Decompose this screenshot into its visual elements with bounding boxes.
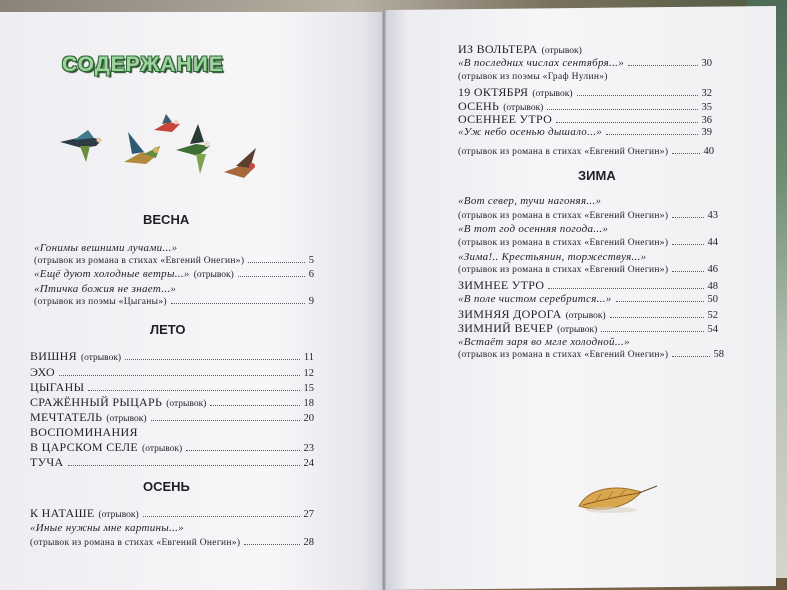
entry-title: ЗИМНЯЯ ДОРОГА (458, 307, 562, 321)
entry-title: «В поле чистом серебрится...» (458, 293, 612, 305)
entry-title: «В тот год осенняя погода...» (458, 223, 609, 235)
leader-dots (125, 359, 300, 360)
entry-title: (отрывок из романа в стихах «Евгений Онегин») (458, 350, 669, 360)
bird-5 (224, 148, 256, 178)
section-heading-spring: ВЕСНА (143, 212, 190, 227)
leader-dots (616, 301, 704, 302)
page-number: 54 (707, 324, 718, 335)
toc-entry[interactable] (458, 336, 718, 348)
toc-entry[interactable] (458, 195, 718, 207)
toc-entry[interactable] (458, 42, 712, 57)
page-number: 48 (707, 281, 718, 292)
birds-illustration (56, 110, 266, 202)
toc-entry[interactable] (458, 223, 718, 235)
entry-title: ВИШНЯ (30, 349, 77, 363)
entry-title: «Встаёт заря во мгле холодной...» (458, 336, 630, 348)
page-number: 32 (701, 88, 712, 99)
entry-title: «Зима!.. Крестьянин, торжествуя...» (458, 251, 647, 263)
leader-dots (151, 420, 300, 421)
page-number: 9 (308, 296, 314, 307)
page-number: 23 (303, 443, 314, 454)
entry-note: (отрывок) (503, 103, 544, 113)
entry-note: (отрывок) (106, 414, 147, 424)
leader-dots (88, 390, 299, 391)
section-heading-winter: ЗИМА (578, 168, 616, 183)
toc-entry[interactable] (458, 237, 718, 248)
entry-note: (отрывок) (541, 46, 582, 56)
toc-entry[interactable] (458, 126, 712, 138)
bird-3 (154, 114, 180, 132)
entry-title: «Птичка божия не знает...» (34, 283, 177, 295)
entry-title: ИЗ ВОЛЬТЕРА (458, 42, 538, 56)
entry-title: ЭХО (30, 365, 55, 379)
leader-dots (171, 303, 305, 304)
toc-entry[interactable] (30, 380, 314, 395)
page-number: 28 (303, 537, 314, 548)
leader-dots (244, 544, 299, 545)
toc-entry[interactable] (30, 455, 314, 470)
leader-dots (143, 516, 300, 517)
toc-entry[interactable] (30, 349, 314, 364)
page-number: 12 (303, 368, 314, 379)
toc-entry[interactable] (30, 365, 314, 380)
entry-note: (отрывок) (565, 311, 606, 321)
leader-dots (601, 331, 703, 332)
entry-title: 19 ОКТЯБРЯ (458, 85, 529, 99)
page-number: 43 (707, 210, 718, 221)
page-number: 40 (703, 146, 714, 157)
entry-note: (отрывок) (532, 89, 573, 99)
page-number: 6 (308, 269, 314, 280)
toc-entry[interactable] (34, 242, 314, 254)
toc-entry[interactable] (34, 283, 314, 295)
page-number: 50 (707, 294, 718, 305)
entry-title: «Вот север, тучи нагоняя...» (458, 195, 602, 207)
page-number: 52 (707, 310, 718, 321)
entry-title: (отрывок из романа в стихах «Евгений Онегин») (30, 538, 241, 548)
entry-title: (отрывок из романа в стихах «Евгений Онегин») (34, 256, 245, 266)
entry-title: СРАЖЁННЫЙ РЫЦАРЬ (30, 395, 163, 409)
page-number: 18 (303, 398, 314, 409)
leader-dots (59, 375, 300, 376)
toc-entry[interactable] (458, 278, 718, 293)
entry-title: «Уж небо осенью дышало...» (458, 126, 603, 138)
toc-entry[interactable] (30, 506, 314, 521)
toc-entry[interactable] (30, 522, 314, 534)
page-number: 11 (303, 352, 314, 363)
leader-dots (547, 109, 697, 110)
page-number: 15 (303, 383, 314, 394)
entry-title: К НАТАШЕ (30, 506, 95, 520)
leader-dots (672, 271, 703, 272)
entry-title: (отрывок из поэмы «Цыганы») (34, 297, 167, 307)
toc-entry[interactable] (458, 57, 712, 69)
entry-title: (отрывок из романа в стихах «Евгений Онегин») (458, 265, 669, 275)
page-number: 20 (303, 413, 314, 424)
page-number: 46 (707, 264, 718, 275)
leader-dots (672, 356, 709, 357)
entry-title: (отрывок из поэмы «Граф Нулин») (458, 72, 608, 82)
toc-entry[interactable] (30, 440, 314, 455)
page-number: 27 (303, 509, 314, 520)
book-gutter (382, 10, 386, 590)
entry-title: (отрывок из романа в стихах «Евгений Онегин») (458, 238, 669, 248)
toc-entry[interactable] (30, 537, 314, 548)
leader-dots (577, 95, 698, 96)
leader-dots (548, 288, 703, 289)
entry-title: «Иные нужны мне картины...» (30, 522, 184, 534)
bird-2 (124, 132, 160, 164)
entry-title: ТУЧА (30, 455, 64, 469)
section-heading-summer: ЛЕТО (150, 322, 186, 337)
entry-title: ОСЕНЬ (458, 99, 500, 113)
page-number: 36 (701, 115, 712, 126)
page-number: 5 (308, 255, 314, 266)
entry-title: ЗИМНЕЕ УТРО (458, 278, 545, 292)
leader-dots (672, 217, 703, 218)
entry-title: МЕЧТАТЕЛЬ (30, 410, 103, 424)
leaf-illustration (575, 478, 661, 518)
entry-title: ОСЕННЕЕ УТРО (458, 112, 553, 126)
leader-dots (628, 65, 698, 66)
leader-dots (606, 134, 697, 135)
toc-entry[interactable] (458, 264, 718, 275)
toc-entry[interactable] (34, 255, 314, 266)
entry-title: В ЦАРСКОМ СЕЛЕ (30, 440, 139, 454)
toc-entry[interactable] (30, 395, 314, 410)
entry-note: (отрывок) (142, 444, 183, 454)
leader-dots (248, 262, 304, 263)
entry-title: ЦЫГАНЫ (30, 380, 85, 394)
toc-entry[interactable] (458, 112, 712, 127)
entry-title: «Ещё дуют холодные ветры...» (34, 268, 190, 280)
entry-title: ЗИМНИЙ ВЕЧЕР (458, 321, 554, 335)
leader-dots (210, 405, 299, 406)
toc-entry[interactable] (458, 251, 718, 263)
toc-entry[interactable] (458, 85, 712, 100)
entry-note: (отрывок) (80, 353, 122, 363)
entry-title: «В последних числах сентября...» (458, 57, 624, 69)
toc-entry[interactable] (458, 293, 718, 305)
page-number: 58 (713, 349, 724, 360)
toc-entry[interactable] (34, 268, 314, 280)
entry-note: (отрывок) (98, 510, 139, 520)
toc-entry[interactable] (458, 321, 718, 336)
entry-note: (отрывок) (193, 270, 234, 280)
bird-1 (60, 130, 102, 162)
toc-entry[interactable] (458, 72, 712, 82)
toc-entry[interactable] (34, 296, 314, 307)
toc-entry[interactable] (458, 210, 718, 221)
leader-dots (672, 153, 699, 154)
page-title: СОДЕРЖАНИЕ (62, 53, 224, 76)
entry-title: (отрывок из романа в стихах «Евгений Онегин») (458, 211, 669, 221)
toc-entry[interactable] (458, 349, 724, 360)
bird-4 (176, 124, 210, 174)
entry-title: ВОСПОМИНАНИЯ (30, 425, 138, 439)
page-number: 35 (701, 102, 712, 113)
entry-note: (отрывок) (557, 325, 598, 335)
leader-dots (556, 122, 697, 123)
page-number: 44 (707, 237, 718, 248)
entry-note: (отрывок) (166, 399, 207, 409)
page-number: 24 (303, 458, 314, 469)
toc-entry[interactable] (30, 410, 314, 425)
entry-title: (отрывок из романа в стихах «Евгений Онегин») (458, 147, 669, 157)
entry-title: «Гонимы вешними лучами...» (34, 242, 178, 254)
page-number: 39 (701, 127, 712, 138)
page-number: 30 (701, 58, 712, 69)
toc-entry[interactable] (30, 425, 314, 440)
leader-dots (186, 450, 299, 451)
toc-entry[interactable] (458, 146, 714, 157)
leader-dots (610, 317, 704, 318)
leader-dots (68, 465, 300, 466)
leader-dots (672, 244, 703, 245)
leader-dots (238, 276, 305, 277)
section-heading-autumn: ОСЕНЬ (143, 479, 190, 494)
toc-entry[interactable] (458, 307, 718, 322)
